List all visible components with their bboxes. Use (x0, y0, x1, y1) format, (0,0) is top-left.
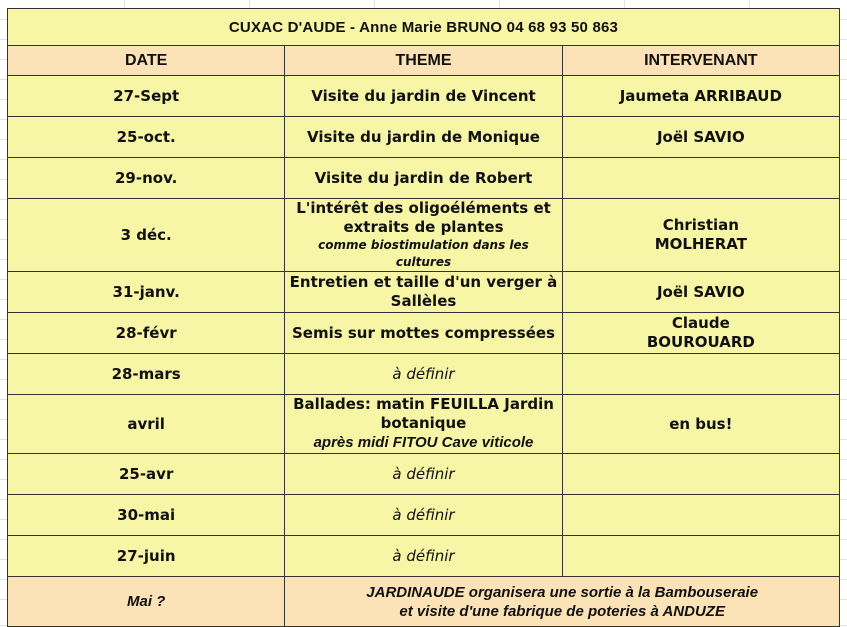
date-cell: 25-oct. (8, 117, 285, 158)
date-cell: 30-mai (8, 495, 285, 536)
theme-sub-text: comme biostimulation dans les cultures (318, 238, 529, 269)
theme-cell: Visite du jardin de Vincent (285, 76, 562, 117)
table-row (8, 272, 840, 313)
table-row (8, 199, 840, 272)
schedule-table (7, 8, 840, 627)
intervenant-cell (562, 354, 839, 395)
footer-row (8, 577, 840, 627)
table-row (8, 395, 840, 454)
intervenant-cell: Joël SAVIO (562, 272, 839, 313)
table-row (8, 158, 840, 199)
footer-note-cell (285, 577, 840, 627)
date-cell: 25-avr (8, 454, 285, 495)
intervenant-cell (562, 536, 839, 577)
intervenant-cell (562, 313, 839, 354)
intervenant-cell (562, 454, 839, 495)
intervenant-last-name: BOUROUARD (646, 333, 755, 351)
footer-note-line1: JARDINAUDE organisera une sortie à la Bambouseraie (366, 583, 759, 601)
theme-cell (285, 199, 562, 272)
table-row (8, 313, 840, 354)
intervenant-last-name: MOLHERAT (654, 235, 747, 253)
intervenant-cell: Joël SAVIO (562, 117, 839, 158)
theme-cell (285, 395, 562, 454)
intervenant-cell: Jaumeta ARRIBAUD (562, 76, 839, 117)
date-cell: 31-janv. (8, 272, 285, 313)
theme-sub-text: après midi FITOU Cave viticole (313, 434, 534, 451)
date-cell: 3 déc. (8, 199, 285, 272)
column-header-date: DATE (8, 46, 285, 76)
table-row (8, 354, 840, 395)
theme-cell: à définir (285, 354, 562, 395)
theme-cell: à définir (285, 454, 562, 495)
footer-date-cell: Mai ? (8, 577, 285, 627)
footer-note-line2: et visite d'une fabrique de poteries à ANDUZE (399, 602, 725, 620)
theme-cell: Visite du jardin de Monique (285, 117, 562, 158)
date-cell: 27-juin (8, 536, 285, 577)
theme-main-text: L'intérêt des oligoéléments et extraits de plantes (296, 199, 551, 236)
date-cell: 28-mars (8, 354, 285, 395)
table-row (8, 117, 840, 158)
intervenant-cell (562, 495, 839, 536)
intervenant-cell: en bus! (562, 395, 839, 454)
title-row (8, 9, 840, 46)
header-row (8, 46, 840, 76)
table-row (8, 76, 840, 117)
theme-main-text: Ballades: matin FEUILLA Jardin botanique (293, 395, 554, 432)
theme-cell: Visite du jardin de Robert (285, 158, 562, 199)
date-cell: 28-févr (8, 313, 285, 354)
table-row (8, 495, 840, 536)
page-title: CUXAC D'AUDE - Anne Marie BRUNO 04 68 93 50 863 (8, 9, 840, 46)
theme-cell: Entretien et taille d'un verger à Sallèles (285, 272, 562, 313)
table-row (8, 536, 840, 577)
intervenant-cell (562, 199, 839, 272)
theme-cell: à définir (285, 536, 562, 577)
column-header-theme: THEME (285, 46, 562, 76)
table-row (8, 454, 840, 495)
theme-cell: à définir (285, 495, 562, 536)
intervenant-first-name: Christian (662, 216, 739, 234)
date-cell: 29-nov. (8, 158, 285, 199)
date-cell: 27-Sept (8, 76, 285, 117)
intervenant-cell (562, 158, 839, 199)
column-header-intervenant: INTERVENANT (562, 46, 839, 76)
theme-cell: Semis sur mottes compressées (285, 313, 562, 354)
date-cell: avril (8, 395, 285, 454)
intervenant-first-name: Claude (671, 314, 730, 332)
